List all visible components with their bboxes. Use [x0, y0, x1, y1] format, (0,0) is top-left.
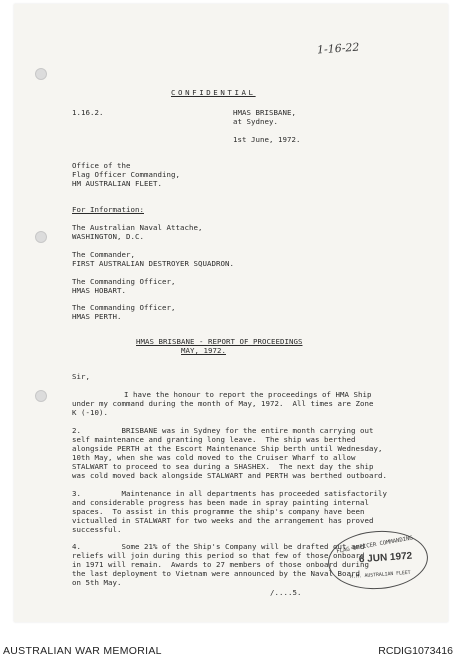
info-recipient: The Australian Naval Attache,	[72, 223, 203, 232]
punch-hole	[35, 68, 47, 80]
paragraph-line: the last deployment to Vietnam were announced by the Naval Board	[72, 569, 360, 578]
paragraph-line: on 5th May.	[72, 578, 122, 587]
paragraph-line: and considerable progress has been made in spray painting internal	[72, 498, 369, 507]
handwritten-reference: 1-16-22	[316, 40, 360, 57]
for-information-heading: For Information:	[72, 205, 144, 214]
paragraph-line: successful.	[72, 525, 122, 534]
paragraph-line: STALWART to proceed to sea during a SHASHEX. The next day the ship	[72, 462, 374, 471]
stamp-top-text: FLAG OFFICER COMMANDING	[336, 535, 414, 555]
paragraph-line: in 1971 will remain. Awards to 27 members of those onboard during	[72, 560, 369, 569]
addressee-line: Flag Officer Commanding,	[72, 170, 180, 179]
paragraph-line: alongside PERTH at the Escort Maintenance Ship berth until Wednesday,	[72, 444, 383, 453]
paragraph-line: victualled in STALWART for two weeks and the arrangement has proved	[72, 516, 374, 525]
stamp-date: 6 JUN 1972	[358, 550, 413, 566]
paragraph-line: 2. BRISBANE was in Sydney for the entire month carrying out	[72, 426, 374, 435]
stamp-bottom-text: H.M. AUSTRALIAN FLEET	[349, 570, 411, 580]
info-recipient: The Commander,	[72, 250, 135, 259]
info-recipient: WASHINGTON, D.C.	[72, 232, 144, 241]
info-recipient: The Commanding Officer,	[72, 277, 176, 286]
report-title-date: MAY, 1972.	[181, 346, 226, 355]
classification-heading: CONFIDENTIAL	[171, 88, 256, 97]
addressee-line: Office of the	[72, 161, 131, 170]
paragraph-line: K (-10).	[72, 408, 108, 417]
paragraph-line: self maintenance and granting long leave. The ship was berthed	[72, 435, 356, 444]
paragraph-line: I have the honour to report the proceedings of HMA Ship	[124, 390, 372, 399]
paragraph-line: reliefs will join during this period so that few of those onboard	[72, 551, 365, 560]
paragraph-line: 3. Maintenance in all departments has proceeded satisfactorily	[72, 489, 387, 498]
file-reference: 1.16.2.	[72, 108, 104, 117]
archive-footer	[0, 636, 459, 666]
paragraph-line: was cold moved back alongside STALWART and PERTH was berthed outboard.	[72, 471, 387, 480]
archive-id: RCDIG1073416	[378, 645, 453, 657]
letter-date: 1st June, 1972.	[233, 135, 301, 144]
sender-ship: HMAS BRISBANE,	[233, 108, 296, 117]
paragraph-line: 4. Some 21% of the Ship's Company will be drafted out and	[72, 542, 365, 551]
info-recipient: FIRST AUSTRALIAN DESTROYER SQUADRON.	[72, 259, 234, 268]
paragraph-line: under my command during the month of May, 1972. All times are Zone	[72, 399, 374, 408]
sender-location: at Sydney.	[233, 117, 278, 126]
paragraph-line: 10th May, when she was cold moved to the Cruiser Wharf to allow	[72, 453, 356, 462]
document-page	[14, 4, 448, 622]
punch-hole	[35, 231, 47, 243]
continuation-marker: /....5.	[270, 588, 302, 597]
info-recipient: HMAS HOBART.	[72, 286, 126, 295]
info-recipient: The Commanding Officer,	[72, 303, 176, 312]
punch-hole	[35, 390, 47, 402]
info-recipient: HMAS PERTH.	[72, 312, 122, 321]
paragraph-line: spaces. To assist in this programme the ship's company have been	[72, 507, 365, 516]
salutation: Sir,	[72, 372, 90, 381]
report-title: HMAS BRISBANE - REPORT OF PROCEEDINGS	[136, 337, 303, 346]
addressee-line: HM AUSTRALIAN FLEET.	[72, 179, 162, 188]
archive-name: AUSTRALIAN WAR MEMORIAL	[3, 645, 162, 657]
